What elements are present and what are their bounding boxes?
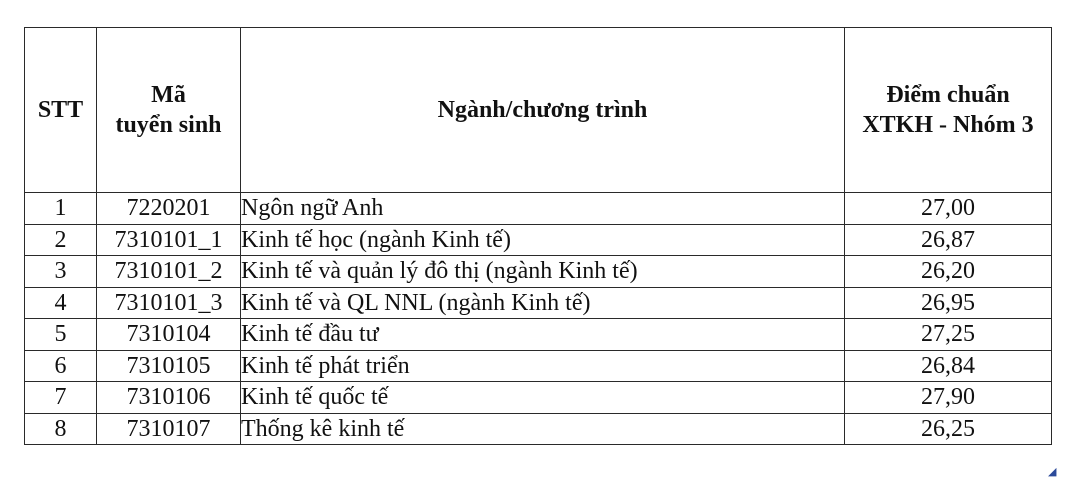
row-stt: 7 (25, 382, 97, 414)
row-stt: 1 (25, 193, 97, 225)
row-stt: 3 (25, 256, 97, 288)
header-admission-code (97, 28, 241, 193)
header-code-line-2: tuyển sinh (115, 112, 222, 138)
row-admission-code: 7310106 (97, 382, 241, 414)
row-stt: 5 (25, 319, 97, 351)
table-row (25, 350, 1052, 382)
row-admission-code: 7220201 (97, 193, 241, 225)
row-admission-code: 7310101_2 (97, 256, 241, 288)
row-stt: 2 (25, 224, 97, 256)
header-code-line-1: Mã (151, 82, 186, 108)
row-program-name: Kinh tế học (ngành Kinh tế) (241, 224, 845, 256)
table-row (25, 382, 1052, 414)
table-row (25, 413, 1052, 445)
row-admission-code: 7310104 (97, 319, 241, 351)
row-cutoff-score: 27,00 (845, 193, 1052, 225)
row-admission-code: 7310101_1 (97, 224, 241, 256)
row-program-name: Kinh tế quốc tế (241, 382, 845, 414)
header-score-line-1: Điểm chuẩn (886, 82, 1010, 108)
row-cutoff-score: 26,20 (845, 256, 1052, 288)
row-program-name: Ngôn ngữ Anh (241, 193, 845, 225)
row-cutoff-score: 27,25 (845, 319, 1052, 351)
row-stt: 8 (25, 413, 97, 445)
row-program-name: Kinh tế phát triển (241, 350, 845, 382)
admission-score-table (24, 27, 1052, 445)
row-admission-code: 7310101_3 (97, 287, 241, 319)
table-body (25, 193, 1052, 445)
table-row (25, 256, 1052, 288)
row-program-name: Kinh tế và quản lý đô thị (ngành Kinh tế) (241, 256, 845, 288)
table-row (25, 193, 1052, 225)
cursor-arrow-icon: ◢ (1048, 465, 1057, 478)
table-row (25, 319, 1052, 351)
row-program-name: Kinh tế và QL NNL (ngành Kinh tế) (241, 287, 845, 319)
header-score-line-2: XTKH - Nhóm 3 (862, 112, 1034, 138)
row-cutoff-score: 26,95 (845, 287, 1052, 319)
row-admission-code: 7310105 (97, 350, 241, 382)
row-program-name: Kinh tế đầu tư (241, 319, 845, 351)
row-cutoff-score: 26,84 (845, 350, 1052, 382)
table-row (25, 224, 1052, 256)
row-stt: 6 (25, 350, 97, 382)
row-cutoff-score: 26,87 (845, 224, 1052, 256)
row-cutoff-score: 27,90 (845, 382, 1052, 414)
row-cutoff-score: 26,25 (845, 413, 1052, 445)
row-admission-code: 7310107 (97, 413, 241, 445)
header-row (25, 28, 1052, 193)
header-program: Ngành/chương trình (241, 28, 845, 193)
header-stt: STT (25, 28, 97, 193)
header-cutoff-score (845, 28, 1052, 193)
row-stt: 4 (25, 287, 97, 319)
table-header (25, 28, 1052, 193)
row-program-name: Thống kê kinh tế (241, 413, 845, 445)
table-row (25, 287, 1052, 319)
